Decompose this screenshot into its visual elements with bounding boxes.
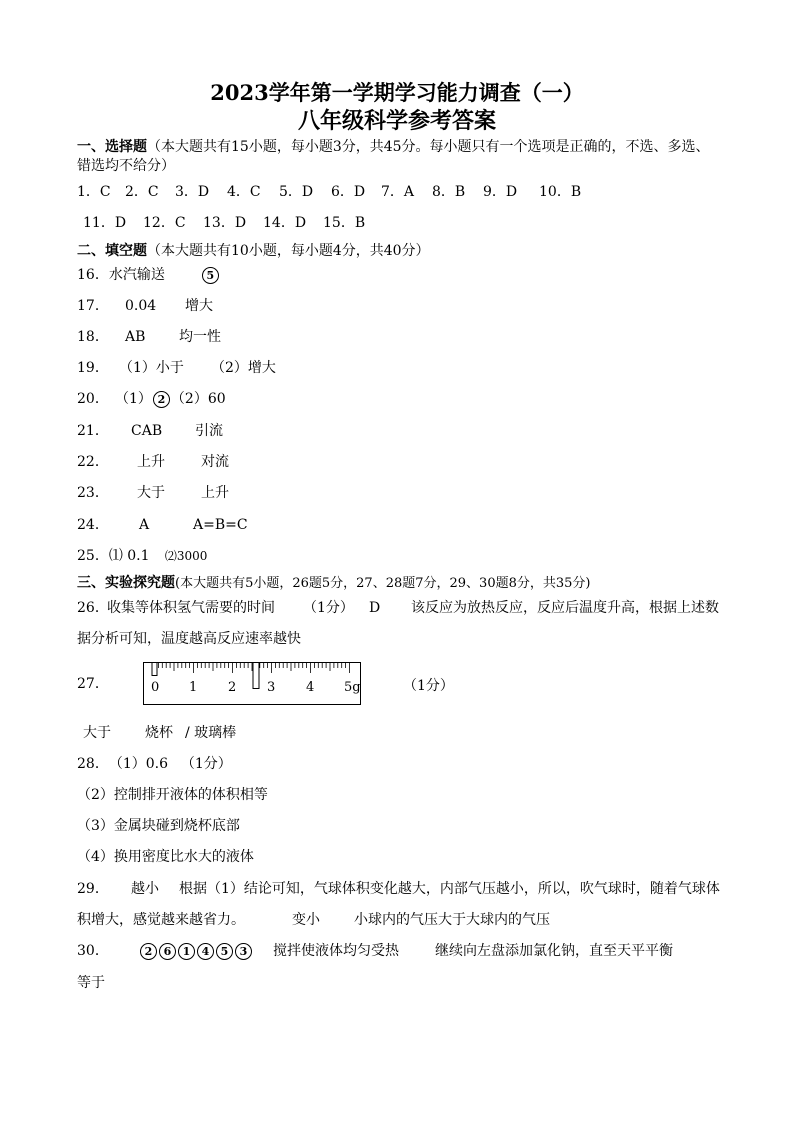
q21-b: 引流 [195,423,223,439]
section2-heading [77,240,430,260]
answer-29 [77,878,720,898]
answer-4: 4．C [227,184,261,200]
q29-c: 变小 [292,912,320,928]
answer-19 [77,357,276,377]
ruler-label-5g: 5g [344,680,361,695]
q29-num: 29． [77,881,109,897]
q20-a: （1） [115,391,152,407]
q29-b2: 积增大，感觉越来越省力。 [77,912,245,928]
q26-b: D [369,600,381,616]
q23-a: 大于 [137,485,165,501]
answer-13: 13．D [203,215,247,231]
answer-8: 8．B [432,184,466,200]
section2-desc: （本大题共有10小题，每小题4分，共40分） [147,243,430,259]
q24-a: A [139,517,150,533]
answer-22 [77,451,229,471]
answer-27-num: 27． [77,676,109,692]
answer-2: 2．C [125,184,159,200]
q27-b: 烧杯 [145,725,173,741]
ruler-label-0: 0 [151,680,160,695]
ruler-label-2: 2 [228,680,237,695]
section3-label: 三、实验探究题 [77,575,175,591]
q19-a: （1）小于 [119,360,184,376]
q30-step-4: 4 [197,943,214,960]
q17-num: 17． [77,298,109,314]
answer-26 [77,597,719,617]
q27-c: / 玻璃棒 [185,725,237,741]
q17-b: 增大 [185,298,213,314]
answer-29-cont [77,909,550,929]
q19-b: （2）增大 [211,360,276,376]
q22-b: 对流 [201,454,229,470]
q26-a: 收集等体积氢气需要的时间 [107,600,275,616]
answer-14: 14．D [263,215,307,231]
zero-rider-marker [152,663,157,676]
page-title: 2023学年第一学期学习能力调查（一） [210,80,584,105]
answer-28-p3: （3）金属块碰到烧杯底部 [77,818,240,834]
ruler-label-4: 4 [306,680,315,695]
q30-step-6: 3 [235,943,252,960]
q26-score: （1分） [303,600,354,616]
answer-6: 6．D [331,184,366,200]
answer-16 [77,264,220,284]
q20-num: 20． [77,391,109,407]
answer-30-cont: 等于 [77,975,105,991]
q23-num: 23． [77,485,109,501]
q22-a: 上升 [137,454,165,470]
q24-num: 24． [77,517,109,533]
answer-1: 1．C [77,184,111,200]
q25-num: 25． [77,548,109,564]
q28-score: （1分） [180,756,232,772]
q18-b: 均一性 [179,329,221,345]
answer-24 [77,514,248,534]
q16-num: 16． [77,267,109,283]
q30-step-2: 6 [159,943,176,960]
answer-26-cont: 据分析可知，温度越高反应速率越快 [77,631,301,647]
slider-rider-marker [253,663,259,689]
q26-num: 26． [77,600,109,616]
q21-num: 21． [77,423,109,439]
balance-ruler-diagram [143,662,361,705]
q26-c: 该反应为放热反应，反应后温度升高，根据上述数 [411,600,719,616]
q30-c: 继续向左盘添加氯化钠，直至天平平衡 [435,943,673,959]
q25-b: ⑵3000 [164,549,208,563]
q16-circled-answer: 5 [202,267,219,284]
q25-a: ⑴ 0.1 [108,548,150,564]
answer-5: 5．D [279,184,314,200]
q29-b: 根据（1）结论可知，气球体积变化越大，内部气压越小，所以，吹气球时，随着气球体 [179,881,720,897]
q30-step-3: 1 [178,943,195,960]
answer-20 [77,388,226,408]
q23-b: 上升 [201,485,229,501]
q20-b: （2）60 [170,391,226,407]
answer-27-line2 [83,722,236,742]
q29-d: 小球内的气压大于大球内的气压 [354,912,550,928]
answer-10: 10．B [539,184,582,200]
answer-15: 15．B [323,215,366,231]
q17-a: 0.04 [125,298,157,314]
section3-desc: (本大题共有5小题，26题5分，27、28题7分，29、30题8分，共35分) [175,576,591,591]
answer-28-p2: （2）控制排开液体的体积相等 [77,787,268,803]
section1-label: 一、选择题 [77,139,147,155]
answer-11: 11．D [83,215,127,231]
answer-23 [77,482,229,502]
section3-heading [77,572,590,592]
q30-step-1: 2 [140,943,157,960]
answer-28 [77,753,232,773]
q30-b: 搅拌使液体均匀受热 [273,943,399,959]
q30-num: 30． [77,943,109,959]
q29-a: 越小 [131,881,159,897]
answer-30 [77,940,673,960]
q30-circled-sequence [139,943,273,960]
q18-a: AB [125,329,146,345]
section1-answers-row1 [77,181,581,201]
section1-desc-line2: 错选均不给分） [77,158,175,174]
q30-step-5: 5 [216,943,233,960]
ruler-label-3: 3 [267,680,276,695]
section1-answers-row2 [83,212,365,232]
section2-label: 二、填空题 [77,243,147,259]
q27-a: 大于 [83,725,111,741]
q21-a: CAB [131,423,163,439]
answer-7: 7．A [381,184,415,200]
q28-a: （1）0.6 [108,756,168,772]
q28-num: 28． [77,756,109,772]
answer-18 [77,326,221,346]
answer-12: 12．C [143,215,186,231]
q27-score: （1分） [403,678,454,694]
answer-21 [77,420,223,440]
answer-3: 3．D [175,184,210,200]
ruler-ticks [155,663,350,673]
answer-28-p4: （4）换用密度比水大的液体 [77,849,254,865]
q18-num: 18． [77,329,109,345]
q24-b: A=B=C [193,517,248,533]
ruler-label-1: 1 [189,680,198,695]
q22-num: 22． [77,454,109,470]
page-subtitle: 八年级科学参考答案 [297,108,496,134]
q20-circled-answer: 2 [153,391,170,408]
section1-heading [77,136,710,156]
q16-a: 水汽输送 [108,267,165,283]
answer-9: 9．D [483,184,518,200]
q19-num: 19． [77,360,109,376]
answer-25 [77,545,207,565]
section1-desc: （本大题共有15小题，每小题3分，共45分。每小题只有一个选项是正确的，不选、多选、 [147,139,710,155]
answer-17 [77,295,213,315]
